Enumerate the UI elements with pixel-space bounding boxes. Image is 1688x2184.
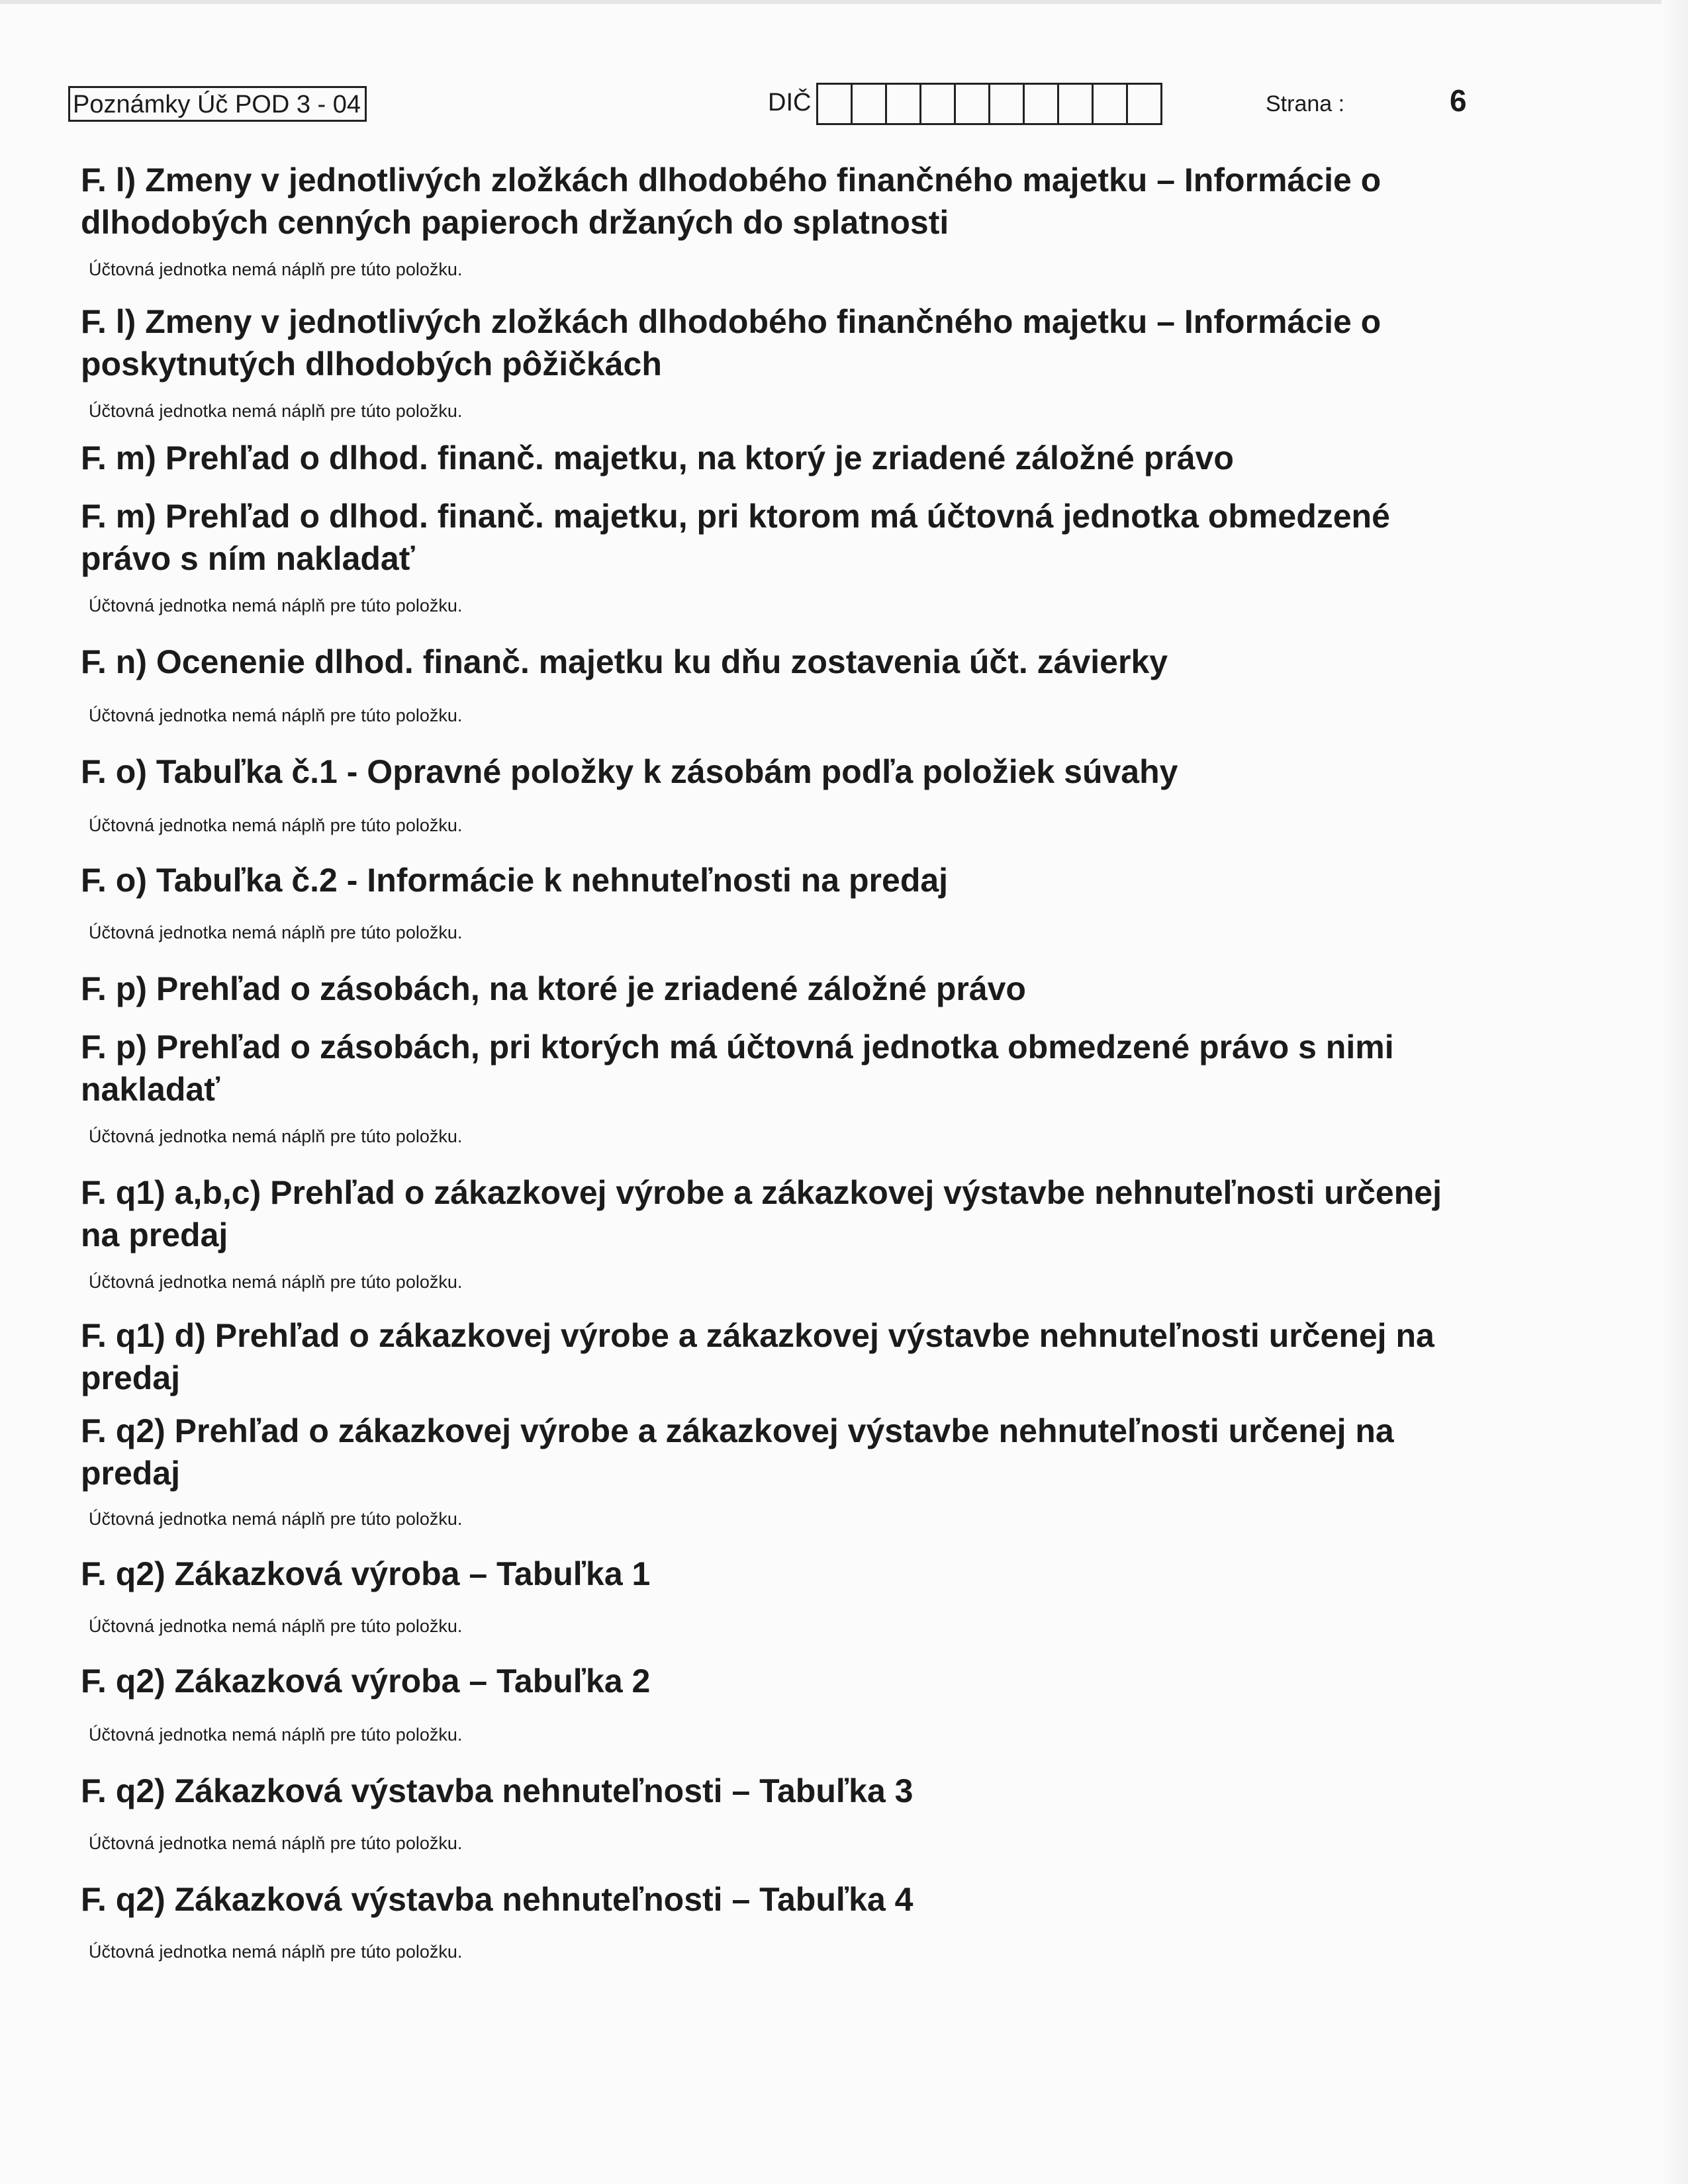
section-title: F. n) Ocenenie dlhod. finanč. majetku ku dňu zostavenia účt. závierky (81, 643, 1168, 680)
section-note: Účtovná jednotka nemá náplň pre túto položku. (89, 1616, 463, 1636)
dic-digit-box (990, 85, 1025, 123)
section-title: F. p) Prehľad o zásobách, pri ktorých má účtovná jednotka obmedzené právo s nimi nakladať (81, 1028, 1394, 1108)
section-title: F. q2) Zákazková výstavba nehnuteľnosti – Tabuľka 3 (81, 1772, 914, 1809)
dic-digit-box (818, 85, 853, 123)
section-title: F. m) Prehľad o dlhod. finanč. majetku, na ktorý je zriadené záložné právo (81, 439, 1234, 477)
section-note: Účtovná jednotka nemá náplň pre túto položku. (89, 1509, 463, 1529)
form-code-box: Poznámky Úč POD 3 - 04 (68, 86, 367, 122)
section-title: F. q2) Prehľad o zákazkovej výrobe a zákazkovej výstavbe nehnuteľnosti určenej na predaj (81, 1412, 1394, 1492)
dic-digit-box (853, 85, 887, 123)
dic-digit-box (887, 85, 921, 123)
page-number: 6 (1450, 83, 1467, 118)
section-title: F. o) Tabuľka č.2 - Informácie k nehnuteľnosti na predaj (81, 862, 949, 899)
section-note: Účtovná jednotka nemá náplň pre túto položku. (89, 923, 463, 942)
section-title: F. q1) a,b,c) Prehľad o zákazkovej výrobe a zákazkovej výstavbe nehnuteľnosti určenej na predaj (81, 1174, 1442, 1253)
section-title: F. l) Zmeny v jednotlivých zložkách dlhodobého finančného majetku – Informácie o poskytnutých dlhodobých pôžičkách (81, 303, 1382, 383)
section-note: Účtovná jednotka nemá náplň pre túto položku. (89, 401, 463, 421)
section-title: F. p) Prehľad o zásobách, na ktoré je zriadené záložné právo (81, 970, 1026, 1007)
section-title: F. l) Zmeny v jednotlivých zložkách dlhodobého finančného majetku – Informácie o dlhodobých cenných papieroch držaných do splatnosti (81, 161, 1382, 241)
dic-boxes (816, 83, 1162, 125)
section-title: F. o) Tabuľka č.1 - Opravné položky k zásobám podľa položiek súvahy (81, 753, 1178, 790)
dic-label: DIČ (768, 89, 812, 116)
page-label: Strana : (1266, 91, 1345, 116)
scan-right-edge (1662, 0, 1688, 2184)
dic-digit-box (1059, 85, 1094, 123)
section-title: F. q2) Zákazková výroba – Tabuľka 2 (81, 1662, 651, 1700)
section-note: Účtovná jednotka nemá náplň pre túto položku. (89, 259, 463, 279)
section-note: Účtovná jednotka nemá náplň pre túto položku. (89, 1833, 463, 1853)
section-title: F. q1) d) Prehľad o zákazkovej výrobe a zákazkovej výstavbe nehnuteľnosti určenej na predaj (81, 1317, 1434, 1396)
page-header (0, 0, 1688, 132)
section-note: Účtovná jednotka nemá náplň pre túto položku. (89, 705, 463, 725)
dic-digit-box (956, 85, 990, 123)
section-note: Účtovná jednotka nemá náplň pre túto položku. (89, 1126, 463, 1146)
section-title: F. q2) Zákazková výroba – Tabuľka 1 (81, 1555, 651, 1592)
section-note: Účtovná jednotka nemá náplň pre túto položku. (89, 1272, 463, 1292)
section-title: F. q2) Zákazková výstavba nehnuteľnosti – Tabuľka 4 (81, 1881, 914, 1918)
dic-digit-box (921, 85, 956, 123)
dic-digit-box (1025, 85, 1059, 123)
section-note: Účtovná jednotka nemá náplň pre túto položku. (89, 1725, 463, 1745)
dic-digit-box (1128, 85, 1162, 123)
section-note: Účtovná jednotka nemá náplň pre túto položku. (89, 1942, 463, 1962)
section-note: Účtovná jednotka nemá náplň pre túto položku. (89, 596, 463, 615)
section-note: Účtovná jednotka nemá náplň pre túto položku. (89, 815, 463, 835)
section-title: F. m) Prehľad o dlhod. finanč. majetku, pri ktorom má účtovná jednotka obmedzené právo s ním nakladať (81, 498, 1390, 577)
dic-digit-box (1094, 85, 1128, 123)
